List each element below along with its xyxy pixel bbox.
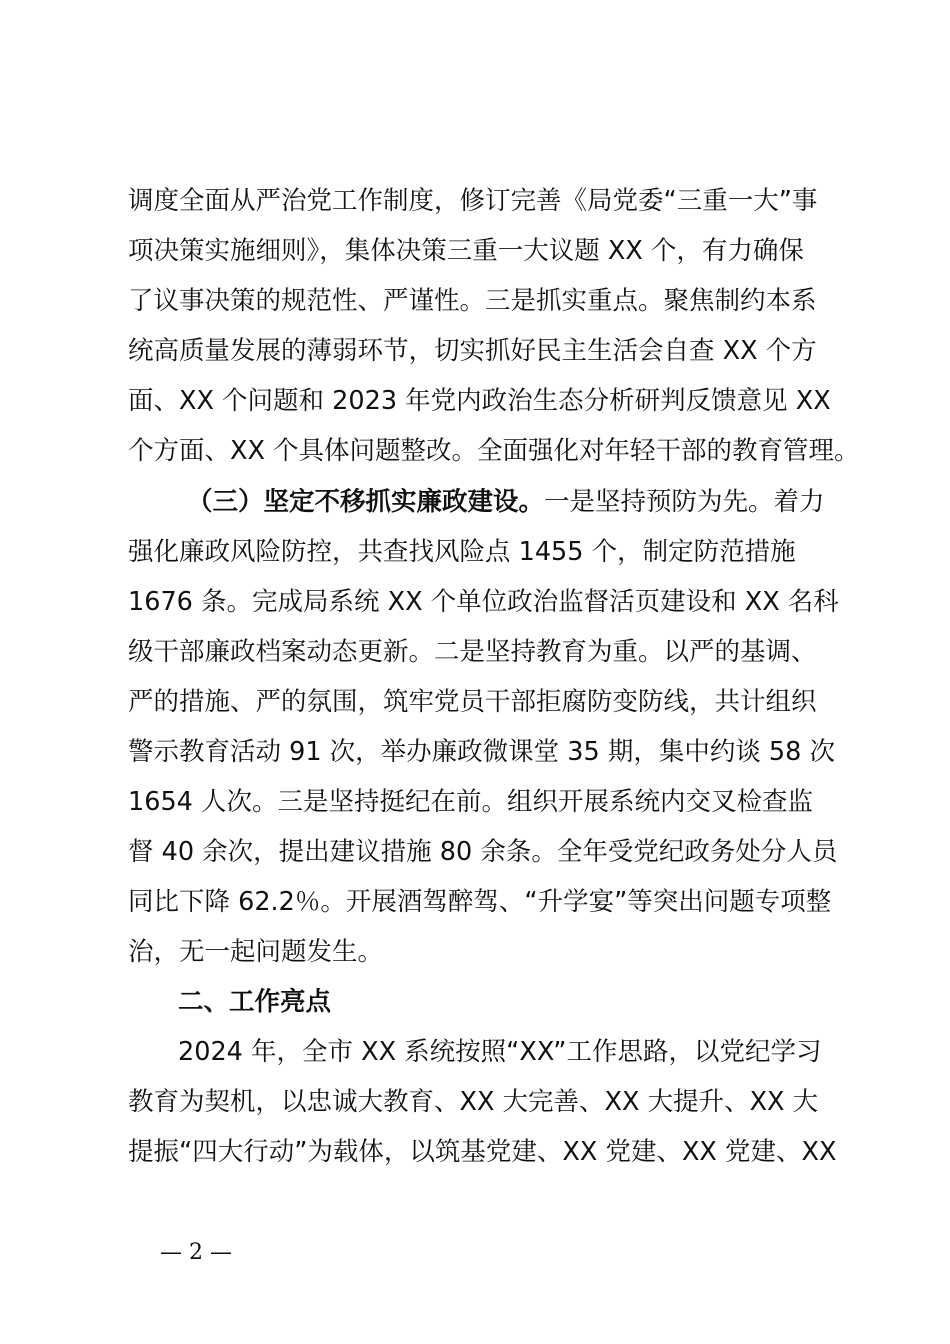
paragraph-2-line-2: 强化廉政风险防控，共查找风险点 1455 个，制定防范措施 (128, 537, 796, 567)
paragraph-3-line-1: 2024 年，全市 XX 系统按照“XX”工作思路，以党纪学习 (178, 1037, 822, 1067)
paragraph-2-line-5: 严的措施、严的氛围，筑牢党员干部拒腐防变防线，共计组织 (128, 687, 817, 717)
paragraph-1-line-4: 统高质量发展的薄弱环节，切实抓好民主生活会自查 XX 个方 (128, 336, 817, 366)
paragraph-2-line-7: 1654 人次。三是坚持挺纪在前。组织开展系统内交叉检查监 (128, 787, 814, 817)
paragraph-2-line-8: 督 40 余次，提出建议措施 80 余条。全年受党纪政务处分人员 (128, 837, 838, 867)
section-heading: 二、工作亮点 (178, 987, 332, 1017)
paragraph-3-line-2: 教育为契机，以忠诚大教育、XX 大完善、XX 大提升、XX 大 (128, 1087, 819, 1117)
paragraph-1-line-1: 调度全面从严治党工作制度，修订完善《局党委“三重一大”事 (128, 186, 818, 216)
paragraph-2-first-line (187, 487, 825, 517)
paragraph-2-line-6: 警示教育活动 91 次，举办廉政微课堂 35 期，集中约谈 58 次 (128, 737, 835, 767)
paragraph-3-line-3: 提振“四大行动”为载体，以筑基党建、XX 党建、XX 党建、XX (128, 1137, 837, 1167)
paragraph-2-line-4: 级干部廉政档案动态更新。二是坚持教育为重。以严的基调、 (128, 637, 817, 667)
paragraph-1-line-5: 面、XX 个问题和 2023 年党内政治生态分析研判反馈意见 XX (128, 386, 831, 416)
paragraph-2-line-3: 1676 条。完成局系统 XX 个单位政治监督活页建设和 XX 名科 (128, 587, 839, 617)
page-number: — 2 — (160, 1240, 232, 1265)
paragraph-1-line-2: 项决策实施细则》，集体决策三重一大议题 XX 个，有力确保 (128, 236, 804, 266)
paragraph-2-line-10: 治，无一起问题发生。 (128, 937, 384, 967)
subsection-heading: （三）坚定不移抓实廉政建设。 (187, 487, 545, 517)
paragraph-2-line-9: 同比下降 62.2％。开展酒驾醉驾、“升学宴”等突出问题专项整 (128, 887, 832, 917)
paragraph-1-line-6: 个方面、XX 个具体问题整改。全面强化对年轻干部的教育管理。 (128, 436, 860, 466)
paragraph-2-first-line-text: 一是坚持预防为先。着力 (544, 487, 825, 517)
paragraph-1-line-3: 了议事决策的规范性、严谨性。三是抓实重点。聚焦制约本系 (128, 286, 817, 316)
